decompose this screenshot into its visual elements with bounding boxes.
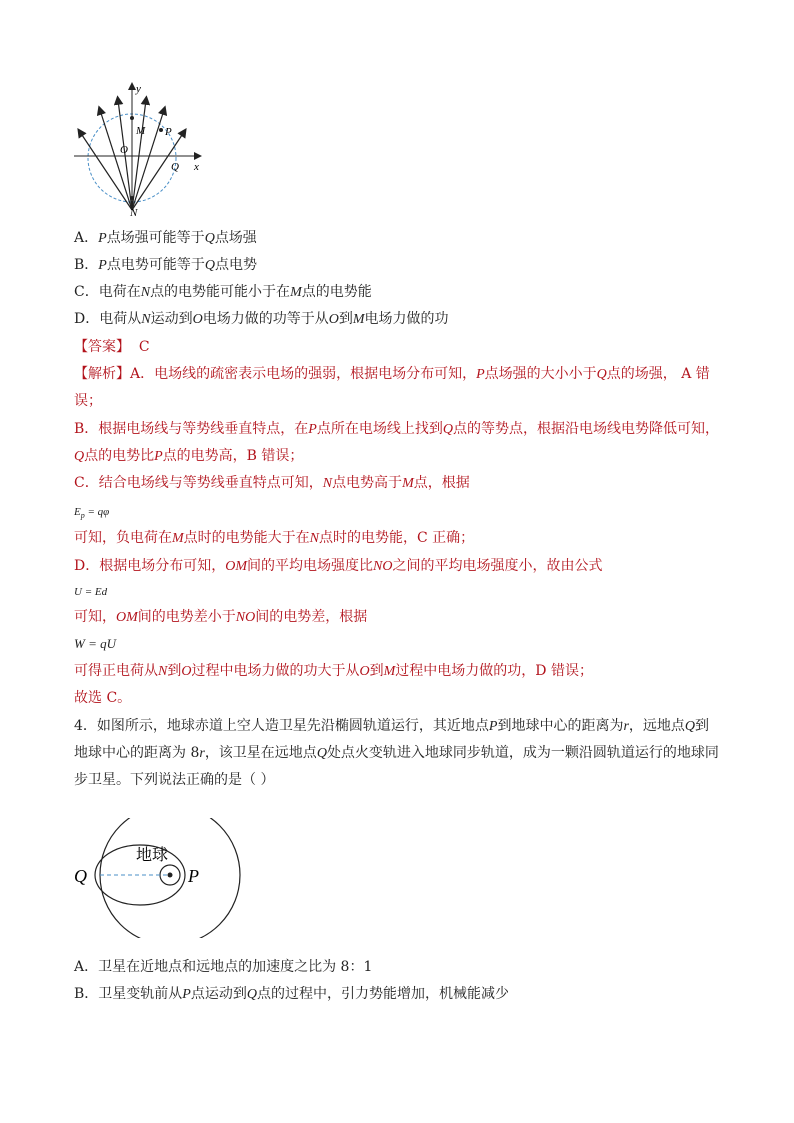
label-n: N (130, 207, 138, 219)
orbit-figure (70, 818, 250, 938)
analysis-line-1: 【解析】A．电场线的疏密表示电场的强弱，根据电场分布可知，P点场强的大小小于Q点的场强， A 错 (74, 366, 710, 382)
q4-option-a: A．卫星在近地点和远地点的加速度之比为 8：1 (74, 959, 373, 975)
analysis-line-3: B．根据电场线与等势线垂直特点，在P点所在电场线上找到Q点的等势点，根据沿电场线电势降低可知， (74, 421, 719, 437)
field-lines-figure (70, 80, 210, 220)
answer-tag: 【答案】 (74, 339, 130, 355)
answer-line (74, 337, 150, 357)
q4-option-b: B．卫星变轨前从P点运动到Q点的过程中，引力势能增加，机械能减少 (74, 986, 509, 1002)
point-m (130, 116, 134, 120)
option-b: B．P点电势可能等于Q点电势 (74, 257, 257, 273)
label-m: M (136, 125, 146, 137)
label-earth: 地球 (136, 845, 169, 864)
formula-w: W = qU (74, 636, 116, 651)
option-a: A．P点场强可能等于Q点场强 (74, 230, 257, 246)
analysis-line-4: Q点的电势比P点的电势高，B 错误； (74, 448, 304, 464)
q4-line-2: 地球中心的距离为 8r，该卫星在远地点Q处点火变轨进入地球同步轨道，成为一颗沿圆轨道运行的地球同 (74, 745, 719, 761)
label-p: P (188, 866, 199, 886)
analysis-line-5: C．结合电场线与等势线垂直特点可知，N点电势高于M点，根据 (74, 475, 470, 491)
synchronous-orbit (100, 818, 240, 938)
answer-value: C (138, 339, 150, 355)
formula-u: U = Ed (74, 586, 108, 598)
option-d: D．电荷从N运动到O电场力做的功等于从O到M电场力做的功 (74, 311, 449, 327)
label-p: P (165, 126, 172, 138)
q4-line-1: 4．如图所示，地球赤道上空人造卫星先沿椭圆轨道运行，其近地点P到地球中心的距离为r，远地点Q到 (74, 718, 710, 734)
label-x: x (194, 161, 199, 173)
q4-line-3: 步卫星。下列说法正确的是（ ） (74, 772, 275, 788)
field-line (100, 110, 132, 210)
analysis-line-2: 误； (74, 393, 102, 409)
analysis-line-6: 可知，负电荷在M点时的电势能大于在N点时的电势能，C 正确； (74, 530, 475, 546)
option-c: C．电荷在N点的电势能可能小于在M点的电势能 (74, 284, 372, 300)
point-p (159, 128, 163, 132)
formula-ep: $E_p = q\varphi$ (74, 506, 110, 521)
analysis-line-9: 可得正电荷从N到O过程中电场力做的功大于从O到M过程中电场力做的功，D 错误； (74, 663, 593, 679)
label-q: Q (171, 161, 179, 173)
analysis-line-7: D．根据电场分布可知，OM间的平均电场强度比NO之间的平均电场强度小，故由公式 (74, 558, 603, 574)
earth-center (168, 873, 173, 878)
analysis-line-8: 可知，OM间的电势差小于NO间的电势差，根据 (74, 609, 368, 625)
field-line (132, 100, 146, 210)
label-y: y (136, 83, 141, 95)
point-n (130, 196, 134, 200)
label-o: O (120, 144, 128, 156)
label-q: Q (74, 866, 87, 886)
analysis-line-10: 故选 C。 (74, 690, 132, 706)
